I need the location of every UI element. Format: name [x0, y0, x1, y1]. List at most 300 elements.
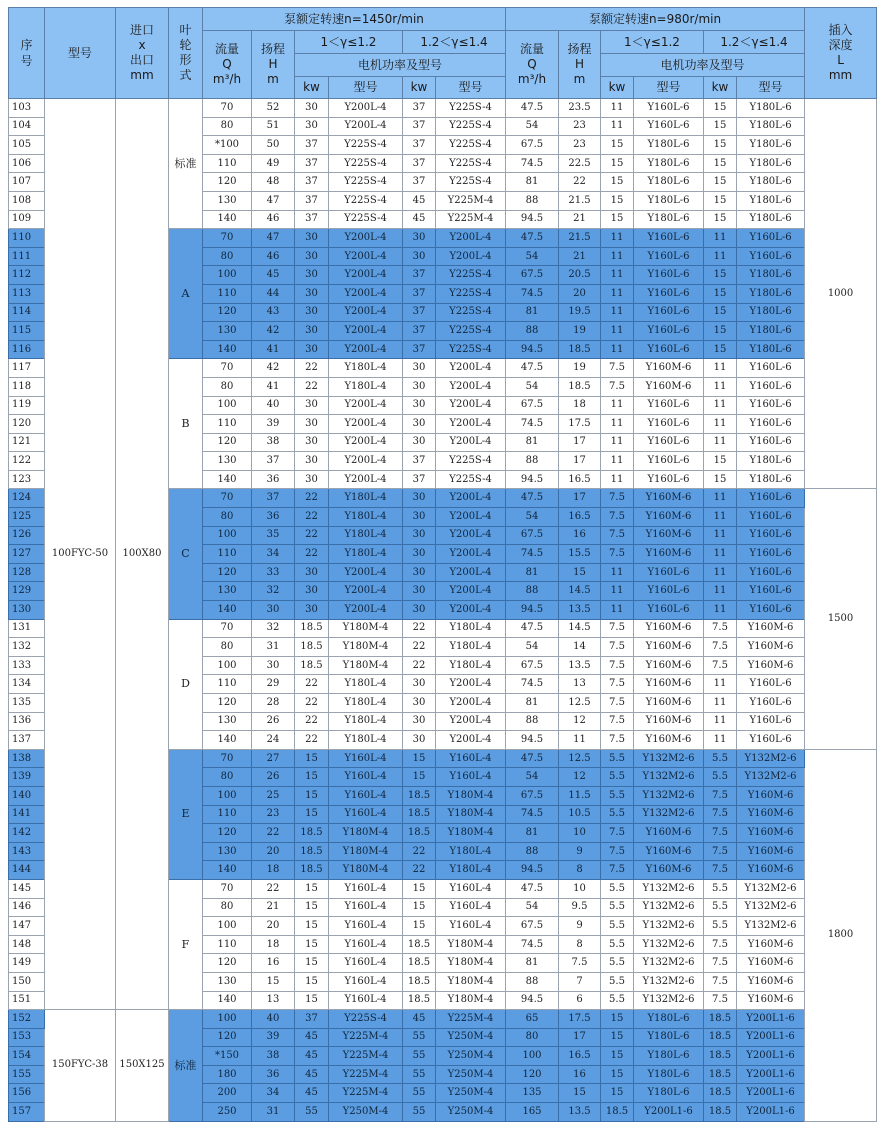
- kw-1450-g1: 37: [295, 1010, 329, 1029]
- kw-980-g2: 7.5: [704, 656, 737, 675]
- motor-1450-g2: Y200L-4: [436, 489, 506, 508]
- kw-1450-g2: 37: [403, 266, 436, 285]
- kw-980-g1: 7.5: [601, 861, 634, 880]
- motor-980-g1: Y160L-6: [634, 563, 704, 582]
- motor-1450-g2: Y225M-4: [436, 191, 506, 210]
- row-seq: 146: [9, 898, 45, 917]
- header-motor-1: 电机功率及型号: [295, 54, 506, 77]
- head-980: 17.5: [559, 1010, 601, 1029]
- kw-1450-g1: 15: [295, 991, 329, 1010]
- row-seq: 122: [9, 452, 45, 471]
- motor-980-g2: Y180L-6: [737, 117, 805, 136]
- kw-980-g2: 15: [704, 210, 737, 229]
- motor-980-g2: Y132M2-6: [737, 879, 805, 898]
- flow-980: 67.5: [506, 656, 559, 675]
- motor-1450-g1: Y200L-4: [329, 266, 403, 285]
- kw-980-g2: 11: [704, 545, 737, 564]
- motor-980-g1: Y132M2-6: [634, 954, 704, 973]
- impeller-type-cell: D: [169, 619, 203, 749]
- kw-1450-g1: 15: [295, 805, 329, 824]
- head-980: 19: [559, 359, 601, 378]
- row-seq: 136: [9, 712, 45, 731]
- head-980: 23.5: [559, 99, 601, 118]
- head-1450: 34: [252, 1084, 295, 1103]
- flow-1450: 80: [203, 247, 252, 266]
- flow-1450: 130: [203, 842, 252, 861]
- table-row: [9, 99, 877, 118]
- row-seq: 112: [9, 266, 45, 285]
- motor-1450-g1: Y180L-4: [329, 675, 403, 694]
- motor-980-g1: Y132M2-6: [634, 805, 704, 824]
- kw-1450-g2: 30: [403, 229, 436, 248]
- kw-980-g2: 11: [704, 601, 737, 620]
- flow-1450: 130: [203, 582, 252, 601]
- kw-1450-g1: 45: [295, 1084, 329, 1103]
- kw-1450-g2: 55: [403, 1084, 436, 1103]
- kw-980-g2: 15: [704, 284, 737, 303]
- motor-980-g1: Y180L-6: [634, 154, 704, 173]
- motor-980-g1: Y160M-6: [634, 638, 704, 657]
- kw-1450-g2: 18.5: [403, 972, 436, 991]
- head-1450: 40: [252, 396, 295, 415]
- head-1450: 22: [252, 824, 295, 843]
- head-980: 16: [559, 1065, 601, 1084]
- kw-980-g2: 18.5: [704, 1010, 737, 1029]
- motor-980-g2: Y180L-6: [737, 266, 805, 285]
- header-gamma1-2: 1＜γ≤1.2: [601, 31, 704, 54]
- kw-1450-g2: 30: [403, 489, 436, 508]
- kw-980-g2: 15: [704, 154, 737, 173]
- kw-1450-g2: 22: [403, 619, 436, 638]
- flow-1450: 80: [203, 117, 252, 136]
- kw-980-g2: 11: [704, 731, 737, 750]
- head-1450: 22: [252, 879, 295, 898]
- kw-1450-g1: 30: [295, 582, 329, 601]
- head-1450: 47: [252, 229, 295, 248]
- flow-980: 165: [506, 1103, 559, 1122]
- header-motor-model: 型号: [436, 77, 506, 99]
- kw-980-g2: 7.5: [704, 842, 737, 861]
- kw-1450-g2: 30: [403, 415, 436, 434]
- head-1450: 20: [252, 842, 295, 861]
- flow-980: 54: [506, 117, 559, 136]
- motor-980-g1: Y160L-6: [634, 470, 704, 489]
- flow-980: 81: [506, 173, 559, 192]
- kw-980-g2: 7.5: [704, 861, 737, 880]
- kw-1450-g1: 37: [295, 173, 329, 192]
- motor-980-g1: Y180L-6: [634, 1028, 704, 1047]
- flow-1450: 140: [203, 991, 252, 1010]
- motor-1450-g1: Y225M-4: [329, 1028, 403, 1047]
- head-980: 10: [559, 879, 601, 898]
- kw-1450-g2: 30: [403, 508, 436, 527]
- head-980: 21.5: [559, 229, 601, 248]
- head-1450: 18: [252, 861, 295, 880]
- head-980: 23: [559, 136, 601, 155]
- kw-1450-g2: 37: [403, 470, 436, 489]
- motor-980-g1: Y160L-6: [634, 322, 704, 341]
- row-seq: 148: [9, 935, 45, 954]
- motor-1450-g2: Y180L-4: [436, 656, 506, 675]
- kw-980-g1: 5.5: [601, 898, 634, 917]
- flow-1450: 70: [203, 619, 252, 638]
- motor-1450-g1: Y200L-4: [329, 229, 403, 248]
- head-980: 21: [559, 247, 601, 266]
- motor-980-g2: Y160M-6: [737, 786, 805, 805]
- motor-980-g2: Y160L-6: [737, 359, 805, 378]
- kw-980-g1: 11: [601, 322, 634, 341]
- motor-1450-g1: Y225S-4: [329, 154, 403, 173]
- kw-980-g2: 11: [704, 508, 737, 527]
- head-1450: 31: [252, 638, 295, 657]
- kw-1450-g1: 22: [295, 694, 329, 713]
- head-980: 12.5: [559, 694, 601, 713]
- kw-980-g2: 15: [704, 99, 737, 118]
- motor-1450-g2: Y225S-4: [436, 117, 506, 136]
- motor-1450-g2: Y180M-4: [436, 972, 506, 991]
- motor-980-g2: Y200L1-6: [737, 1028, 805, 1047]
- kw-1450-g2: 30: [403, 694, 436, 713]
- flow-1450: 100: [203, 656, 252, 675]
- head-980: 16: [559, 526, 601, 545]
- flow-1450: 130: [203, 191, 252, 210]
- motor-980-g1: Y160L-6: [634, 99, 704, 118]
- head-980: 14.5: [559, 619, 601, 638]
- motor-1450-g2: Y200L-4: [436, 396, 506, 415]
- row-seq: 121: [9, 433, 45, 452]
- kw-1450-g1: 15: [295, 879, 329, 898]
- kw-1450-g1: 22: [295, 712, 329, 731]
- kw-1450-g2: 45: [403, 191, 436, 210]
- kw-980-g1: 7.5: [601, 656, 634, 675]
- kw-1450-g1: 15: [295, 972, 329, 991]
- kw-1450-g1: 15: [295, 749, 329, 768]
- motor-980-g2: Y160L-6: [737, 545, 805, 564]
- kw-1450-g2: 30: [403, 731, 436, 750]
- kw-1450-g1: 22: [295, 489, 329, 508]
- flow-1450: 110: [203, 284, 252, 303]
- motor-980-g2: Y160L-6: [737, 396, 805, 415]
- kw-1450-g2: 37: [403, 340, 436, 359]
- motor-1450-g2: Y180M-4: [436, 786, 506, 805]
- flow-1450: 80: [203, 768, 252, 787]
- motor-980-g1: Y180L-6: [634, 173, 704, 192]
- kw-980-g1: 7.5: [601, 824, 634, 843]
- head-1450: 21: [252, 898, 295, 917]
- motor-980-g1: Y160L-6: [634, 247, 704, 266]
- flow-980: 81: [506, 824, 559, 843]
- kw-1450-g2: 15: [403, 879, 436, 898]
- header-inlet-outlet: 进口 x 出口 mm: [116, 8, 169, 99]
- head-1450: 36: [252, 508, 295, 527]
- kw-1450-g2: 55: [403, 1047, 436, 1066]
- row-seq: 143: [9, 842, 45, 861]
- kw-1450-g2: 55: [403, 1028, 436, 1047]
- head-980: 17: [559, 489, 601, 508]
- motor-1450-g1: Y200L-4: [329, 470, 403, 489]
- motor-1450-g2: Y180M-4: [436, 935, 506, 954]
- motor-1450-g1: Y200L-4: [329, 340, 403, 359]
- flow-980: 47.5: [506, 489, 559, 508]
- motor-1450-g1: Y225S-4: [329, 136, 403, 155]
- motor-1450-g1: Y200L-4: [329, 563, 403, 582]
- kw-1450-g2: 37: [403, 284, 436, 303]
- motor-1450-g2: Y250M-4: [436, 1065, 506, 1084]
- motor-1450-g1: Y180L-4: [329, 508, 403, 527]
- head-1450: 50: [252, 136, 295, 155]
- row-seq: 114: [9, 303, 45, 322]
- motor-980-g2: Y160L-6: [737, 415, 805, 434]
- flow-1450: 70: [203, 879, 252, 898]
- head-1450: 13: [252, 991, 295, 1010]
- kw-980-g2: 5.5: [704, 898, 737, 917]
- flow-980: 67.5: [506, 266, 559, 285]
- motor-1450-g2: Y180L-4: [436, 842, 506, 861]
- head-980: 10: [559, 824, 601, 843]
- motor-1450-g2: Y200L-4: [436, 359, 506, 378]
- motor-980-g2: Y200L1-6: [737, 1010, 805, 1029]
- kw-980-g2: 18.5: [704, 1047, 737, 1066]
- header-head-2: 扬程 H m: [559, 31, 601, 99]
- motor-1450-g1: Y225M-4: [329, 1065, 403, 1084]
- head-1450: 38: [252, 1047, 295, 1066]
- kw-1450-g2: 15: [403, 768, 436, 787]
- kw-1450-g1: 30: [295, 229, 329, 248]
- kw-980-g2: 18.5: [704, 1028, 737, 1047]
- header-motor-2: 电机功率及型号: [601, 54, 805, 77]
- motor-980-g1: Y180L-6: [634, 1047, 704, 1066]
- motor-980-g2: Y160L-6: [737, 247, 805, 266]
- kw-1450-g2: 37: [403, 117, 436, 136]
- head-1450: 47: [252, 191, 295, 210]
- row-seq: 141: [9, 805, 45, 824]
- header-flow-2: 流量 Q m³/h: [506, 31, 559, 99]
- motor-1450-g1: Y200L-4: [329, 117, 403, 136]
- kw-980-g1: 5.5: [601, 917, 634, 936]
- kw-1450-g2: 55: [403, 1065, 436, 1084]
- motor-1450-g2: Y200L-4: [436, 601, 506, 620]
- head-980: 17: [559, 433, 601, 452]
- motor-980-g1: Y180L-6: [634, 1084, 704, 1103]
- kw-980-g1: 11: [601, 601, 634, 620]
- kw-980-g2: 7.5: [704, 935, 737, 954]
- motor-1450-g1: Y160L-4: [329, 898, 403, 917]
- motor-1450-g1: Y200L-4: [329, 322, 403, 341]
- motor-1450-g2: Y225S-4: [436, 154, 506, 173]
- kw-980-g1: 11: [601, 229, 634, 248]
- row-seq: 156: [9, 1084, 45, 1103]
- kw-1450-g1: 30: [295, 322, 329, 341]
- head-980: 9: [559, 917, 601, 936]
- flow-980: 54: [506, 898, 559, 917]
- kw-1450-g1: 22: [295, 359, 329, 378]
- kw-980-g2: 15: [704, 136, 737, 155]
- motor-980-g2: Y160L-6: [737, 694, 805, 713]
- motor-980-g2: Y132M2-6: [737, 917, 805, 936]
- header-insertion-depth: 插入 深度 L mm: [805, 8, 877, 99]
- motor-1450-g2: Y200L-4: [436, 563, 506, 582]
- motor-980-g1: Y160L-6: [634, 601, 704, 620]
- head-1450: 16: [252, 954, 295, 973]
- motor-1450-g1: Y180M-4: [329, 824, 403, 843]
- kw-980-g2: 15: [704, 266, 737, 285]
- row-seq: 138: [9, 749, 45, 768]
- motor-980-g2: Y180L-6: [737, 470, 805, 489]
- kw-980-g1: 11: [601, 470, 634, 489]
- kw-1450-g1: 30: [295, 117, 329, 136]
- motor-980-g2: Y180L-6: [737, 284, 805, 303]
- kw-1450-g1: 15: [295, 954, 329, 973]
- flow-1450: 120: [203, 954, 252, 973]
- motor-1450-g1: Y200L-4: [329, 396, 403, 415]
- head-980: 18.5: [559, 377, 601, 396]
- head-1450: 43: [252, 303, 295, 322]
- kw-980-g2: 7.5: [704, 824, 737, 843]
- flow-980: 81: [506, 303, 559, 322]
- kw-980-g2: 11: [704, 675, 737, 694]
- kw-980-g1: 7.5: [601, 731, 634, 750]
- kw-1450-g1: 30: [295, 266, 329, 285]
- kw-1450-g1: 22: [295, 545, 329, 564]
- row-seq: 103: [9, 99, 45, 118]
- motor-980-g2: Y180L-6: [737, 99, 805, 118]
- kw-980-g2: 7.5: [704, 972, 737, 991]
- kw-980-g1: 7.5: [601, 526, 634, 545]
- header-speed-980: 泵额定转速n=980r/min: [506, 8, 805, 31]
- head-980: 9: [559, 842, 601, 861]
- flow-980: 54: [506, 377, 559, 396]
- kw-980-g2: 5.5: [704, 879, 737, 898]
- head-980: 19.5: [559, 303, 601, 322]
- head-980: 22: [559, 173, 601, 192]
- motor-980-g1: Y160M-6: [634, 675, 704, 694]
- kw-1450-g2: 15: [403, 917, 436, 936]
- kw-1450-g2: 55: [403, 1103, 436, 1122]
- head-980: 13.5: [559, 656, 601, 675]
- head-1450: 40: [252, 1010, 295, 1029]
- kw-980-g2: 7.5: [704, 991, 737, 1010]
- motor-980-g1: Y160L-6: [634, 284, 704, 303]
- kw-980-g1: 15: [601, 1065, 634, 1084]
- header-speed-1450: 泵额定转速n=1450r/min: [203, 8, 506, 31]
- flow-980: 54: [506, 768, 559, 787]
- row-seq: 125: [9, 508, 45, 527]
- flow-1450: 120: [203, 303, 252, 322]
- row-seq: 128: [9, 563, 45, 582]
- flow-1450: *100: [203, 136, 252, 155]
- motor-980-g2: Y180L-6: [737, 173, 805, 192]
- row-seq: 140: [9, 786, 45, 805]
- kw-1450-g1: 30: [295, 340, 329, 359]
- head-980: 15: [559, 563, 601, 582]
- row-seq: 131: [9, 619, 45, 638]
- motor-980-g2: Y160M-6: [737, 991, 805, 1010]
- kw-1450-g1: 18.5: [295, 638, 329, 657]
- kw-1450-g1: 37: [295, 154, 329, 173]
- flow-1450: 100: [203, 526, 252, 545]
- kw-980-g1: 11: [601, 582, 634, 601]
- motor-980-g2: Y160M-6: [737, 972, 805, 991]
- motor-1450-g1: Y180L-4: [329, 712, 403, 731]
- row-seq: 129: [9, 582, 45, 601]
- header-kw: kw: [601, 77, 634, 99]
- motor-980-g2: Y160L-6: [737, 712, 805, 731]
- motor-980-g1: Y160M-6: [634, 861, 704, 880]
- motor-980-g2: Y200L1-6: [737, 1065, 805, 1084]
- flow-1450: 100: [203, 786, 252, 805]
- kw-1450-g1: 22: [295, 526, 329, 545]
- row-seq: 117: [9, 359, 45, 378]
- kw-980-g1: 5.5: [601, 768, 634, 787]
- kw-1450-g1: 30: [295, 99, 329, 118]
- flow-980: 47.5: [506, 879, 559, 898]
- kw-980-g2: 11: [704, 694, 737, 713]
- flow-1450: 110: [203, 675, 252, 694]
- kw-1450-g2: 30: [403, 359, 436, 378]
- kw-1450-g2: 18.5: [403, 824, 436, 843]
- header-gamma2-2: 1.2＜γ≤1.4: [704, 31, 805, 54]
- table-body: [9, 99, 877, 1122]
- motor-980-g2: Y160M-6: [737, 861, 805, 880]
- motor-1450-g2: Y180L-4: [436, 861, 506, 880]
- motor-1450-g2: Y180L-4: [436, 638, 506, 657]
- impeller-type-cell: F: [169, 879, 203, 1009]
- kw-980-g1: 11: [601, 303, 634, 322]
- row-seq: 134: [9, 675, 45, 694]
- kw-980-g1: 5.5: [601, 972, 634, 991]
- motor-980-g1: Y160M-6: [634, 842, 704, 861]
- kw-1450-g2: 18.5: [403, 786, 436, 805]
- row-seq: 133: [9, 656, 45, 675]
- kw-980-g2: 11: [704, 247, 737, 266]
- head-980: 11.5: [559, 786, 601, 805]
- flow-1450: 140: [203, 470, 252, 489]
- motor-980-g1: Y160L-6: [634, 415, 704, 434]
- kw-1450-g1: 30: [295, 470, 329, 489]
- flow-1450: 130: [203, 712, 252, 731]
- flow-980: 47.5: [506, 749, 559, 768]
- flow-980: 74.5: [506, 675, 559, 694]
- motor-1450-g2: Y225S-4: [436, 136, 506, 155]
- motor-980-g2: Y160M-6: [737, 805, 805, 824]
- motor-1450-g1: Y225S-4: [329, 191, 403, 210]
- flow-1450: 120: [203, 433, 252, 452]
- row-seq: 150: [9, 972, 45, 991]
- kw-1450-g2: 18.5: [403, 954, 436, 973]
- row-seq: 118: [9, 377, 45, 396]
- head-1450: 32: [252, 582, 295, 601]
- kw-980-g1: 7.5: [601, 508, 634, 527]
- head-1450: 44: [252, 284, 295, 303]
- head-980: 20.5: [559, 266, 601, 285]
- flow-980: 67.5: [506, 917, 559, 936]
- flow-1450: 130: [203, 452, 252, 471]
- motor-980-g1: Y132M2-6: [634, 917, 704, 936]
- head-1450: 31: [252, 1103, 295, 1122]
- header-kw: kw: [295, 77, 329, 99]
- flow-980: 120: [506, 1065, 559, 1084]
- motor-980-g2: Y200L1-6: [737, 1103, 805, 1122]
- motor-1450-g1: Y180M-4: [329, 656, 403, 675]
- flow-980: 88: [506, 842, 559, 861]
- motor-980-g1: Y160M-6: [634, 508, 704, 527]
- flow-980: 81: [506, 433, 559, 452]
- motor-980-g1: Y160L-6: [634, 266, 704, 285]
- kw-980-g2: 15: [704, 340, 737, 359]
- kw-980-g2: 7.5: [704, 638, 737, 657]
- row-seq: 124: [9, 489, 45, 508]
- motor-980-g2: Y160M-6: [737, 656, 805, 675]
